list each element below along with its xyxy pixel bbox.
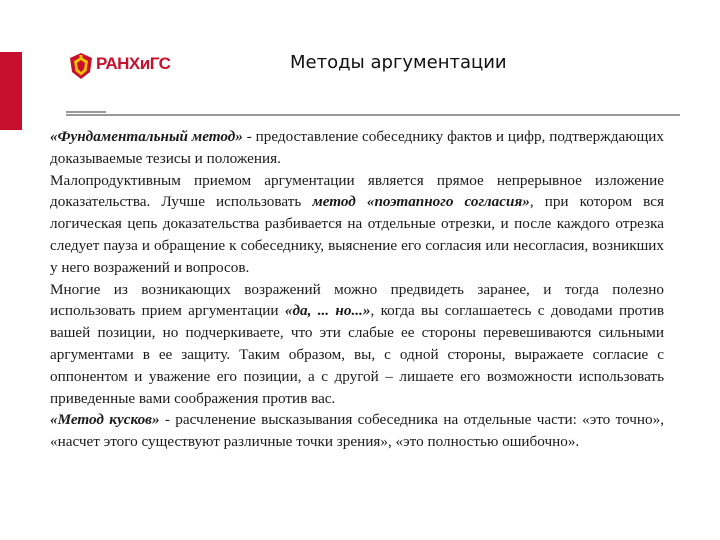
paragraph-yes-but [50, 279, 664, 410]
text-fundamental-method: - предоставление собеседнику фактов и цифр, подтверждающих доказываемые тезисы и положения. [50, 128, 664, 167]
ranepa-logo [68, 52, 178, 82]
divider [66, 114, 680, 116]
paragraph-stepwise-agreement [50, 170, 664, 279]
term-yes-but: «да, ... но...» [284, 302, 371, 320]
slide-body [50, 126, 664, 453]
emblem-icon [68, 52, 94, 80]
text-stepwise-before: Малопродуктивным приемом аргументации является прямое непрерывное изложение доказательства. Лучше использовать [50, 171, 664, 211]
logo-wordmark: РАНХиГС [96, 54, 171, 73]
text-pieces-method: - расчленение высказывания собеседника на отдельные части: «это точно», «насчет этого существуют различные точки зрения», «это полностью ошибочно». [50, 411, 664, 451]
term-stepwise-agreement: метод «поэтапного согласия» [312, 193, 530, 211]
text-yes-but-before: Многие из возникающих возражений можно предвидеть заранее, и тогда полезно использовать прием аргументации [50, 280, 664, 320]
slide-title: Методы аргументации [290, 52, 507, 73]
paragraph-fundamental-method [50, 126, 664, 170]
accent-bar [0, 52, 22, 130]
paragraph-pieces-method [50, 409, 664, 453]
term-pieces-method: «Метод кусков» [50, 411, 160, 429]
term-fundamental-method: «Фундаментальный метод» [50, 128, 243, 145]
divider-accent [66, 111, 106, 113]
text-yes-but-after: , когда вы соглашаетесь с доводами против вашей позиции, но подчеркиваете, что эти слабые ее стороны перевешиваются сильными аргументами в ее защиту. Таким образом, вы, с одной стороны, выражаете согласие с оппонентом и уважение его позиции, а с другой – лишаете его возможности использовать приведенные вами соображения против вас. [50, 302, 664, 407]
text-stepwise-after: , при котором вся логическая цепь доказательства разбивается на отдельные отрезки, и после каждого отрезка следует пауза и обращение к собеседнику, выяснение его согласия или несогласия, возникших у него возражений и вопросов. [50, 193, 664, 276]
